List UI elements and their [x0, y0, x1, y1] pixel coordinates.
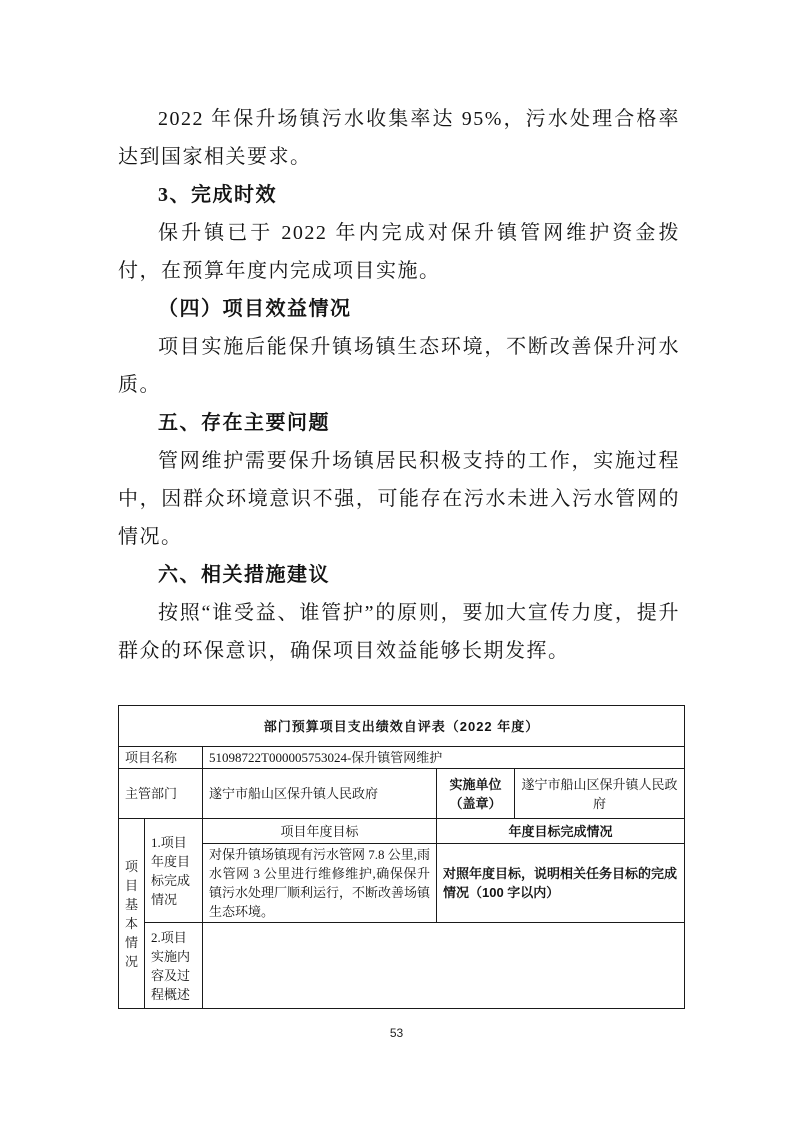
document-body [118, 100, 680, 670]
implement-unit-value: 遂宁市船山区保升镇人民政府 [515, 769, 685, 819]
self-evaluation-table [118, 705, 685, 1009]
annual-goal-text: 对保升镇场镇现有污水管网 7.8 公里,雨水管网 3 公里进行维修维护,确保保升镇污水处理厂顺利运行，不断改善场镇生态环境。 [203, 844, 437, 923]
process-row-content [203, 923, 685, 1009]
annual-goal-header: 项目年度目标 [203, 819, 437, 844]
goal-completion-header: 年度目标完成情况 [437, 819, 685, 844]
heading-suggestions: 六、相关措施建议 [158, 564, 330, 586]
annual-goal-row-label: 1.项目年度目标完成情况 [145, 819, 203, 923]
department-label: 主管部门 [119, 769, 203, 819]
heading-project-benefit: （四）项目效益情况 [158, 298, 352, 320]
table-title: 部门预算项目支出绩效自评表（2022 年度） [119, 706, 685, 747]
department-value: 遂宁市船山区保升镇人民政府 [203, 769, 437, 819]
goal-completion-text: 对照年度目标，说明相关任务目标的完成情况（100 字以内） [437, 844, 685, 923]
paragraph-completion-time: 保升镇已于 2022 年内完成对保升镇管网维护资金拨付，在预算年度内完成项目实施。 [118, 222, 680, 282]
implement-unit-label: 实施单位（盖章） [437, 769, 515, 819]
basic-info-label: 项目基本情况 [119, 819, 145, 1009]
heading-completion-time: 3、完成时效 [158, 184, 277, 206]
paragraph-project-benefit: 项目实施后能保升镇场镇生态环境，不断改善保升河水质。 [118, 336, 680, 396]
paragraph-suggestions: 按照“谁受益、谁管护”的原则，要加大宣传力度，提升群众的环保意识，确保项目效益能够长期发挥。 [118, 602, 680, 662]
heading-main-problems: 五、存在主要问题 [158, 412, 330, 434]
project-name-label: 项目名称 [119, 747, 203, 769]
page-number: 53 [389, 1026, 404, 1040]
paragraph-main-problems: 管网维护需要保升场镇居民积极支持的工作，实施过程中，因群众环境意识不强，可能存在污水未进入污水管网的情况。 [118, 450, 680, 548]
project-name-value: 51098722T000005753024-保升镇管网维护 [203, 747, 685, 769]
paragraph-sewage-collection: 2022 年保升场镇污水收集率达 95%，污水处理合格率达到国家相关要求。 [118, 108, 680, 168]
process-row-label: 2.项目实施内容及过程概述 [145, 923, 203, 1009]
